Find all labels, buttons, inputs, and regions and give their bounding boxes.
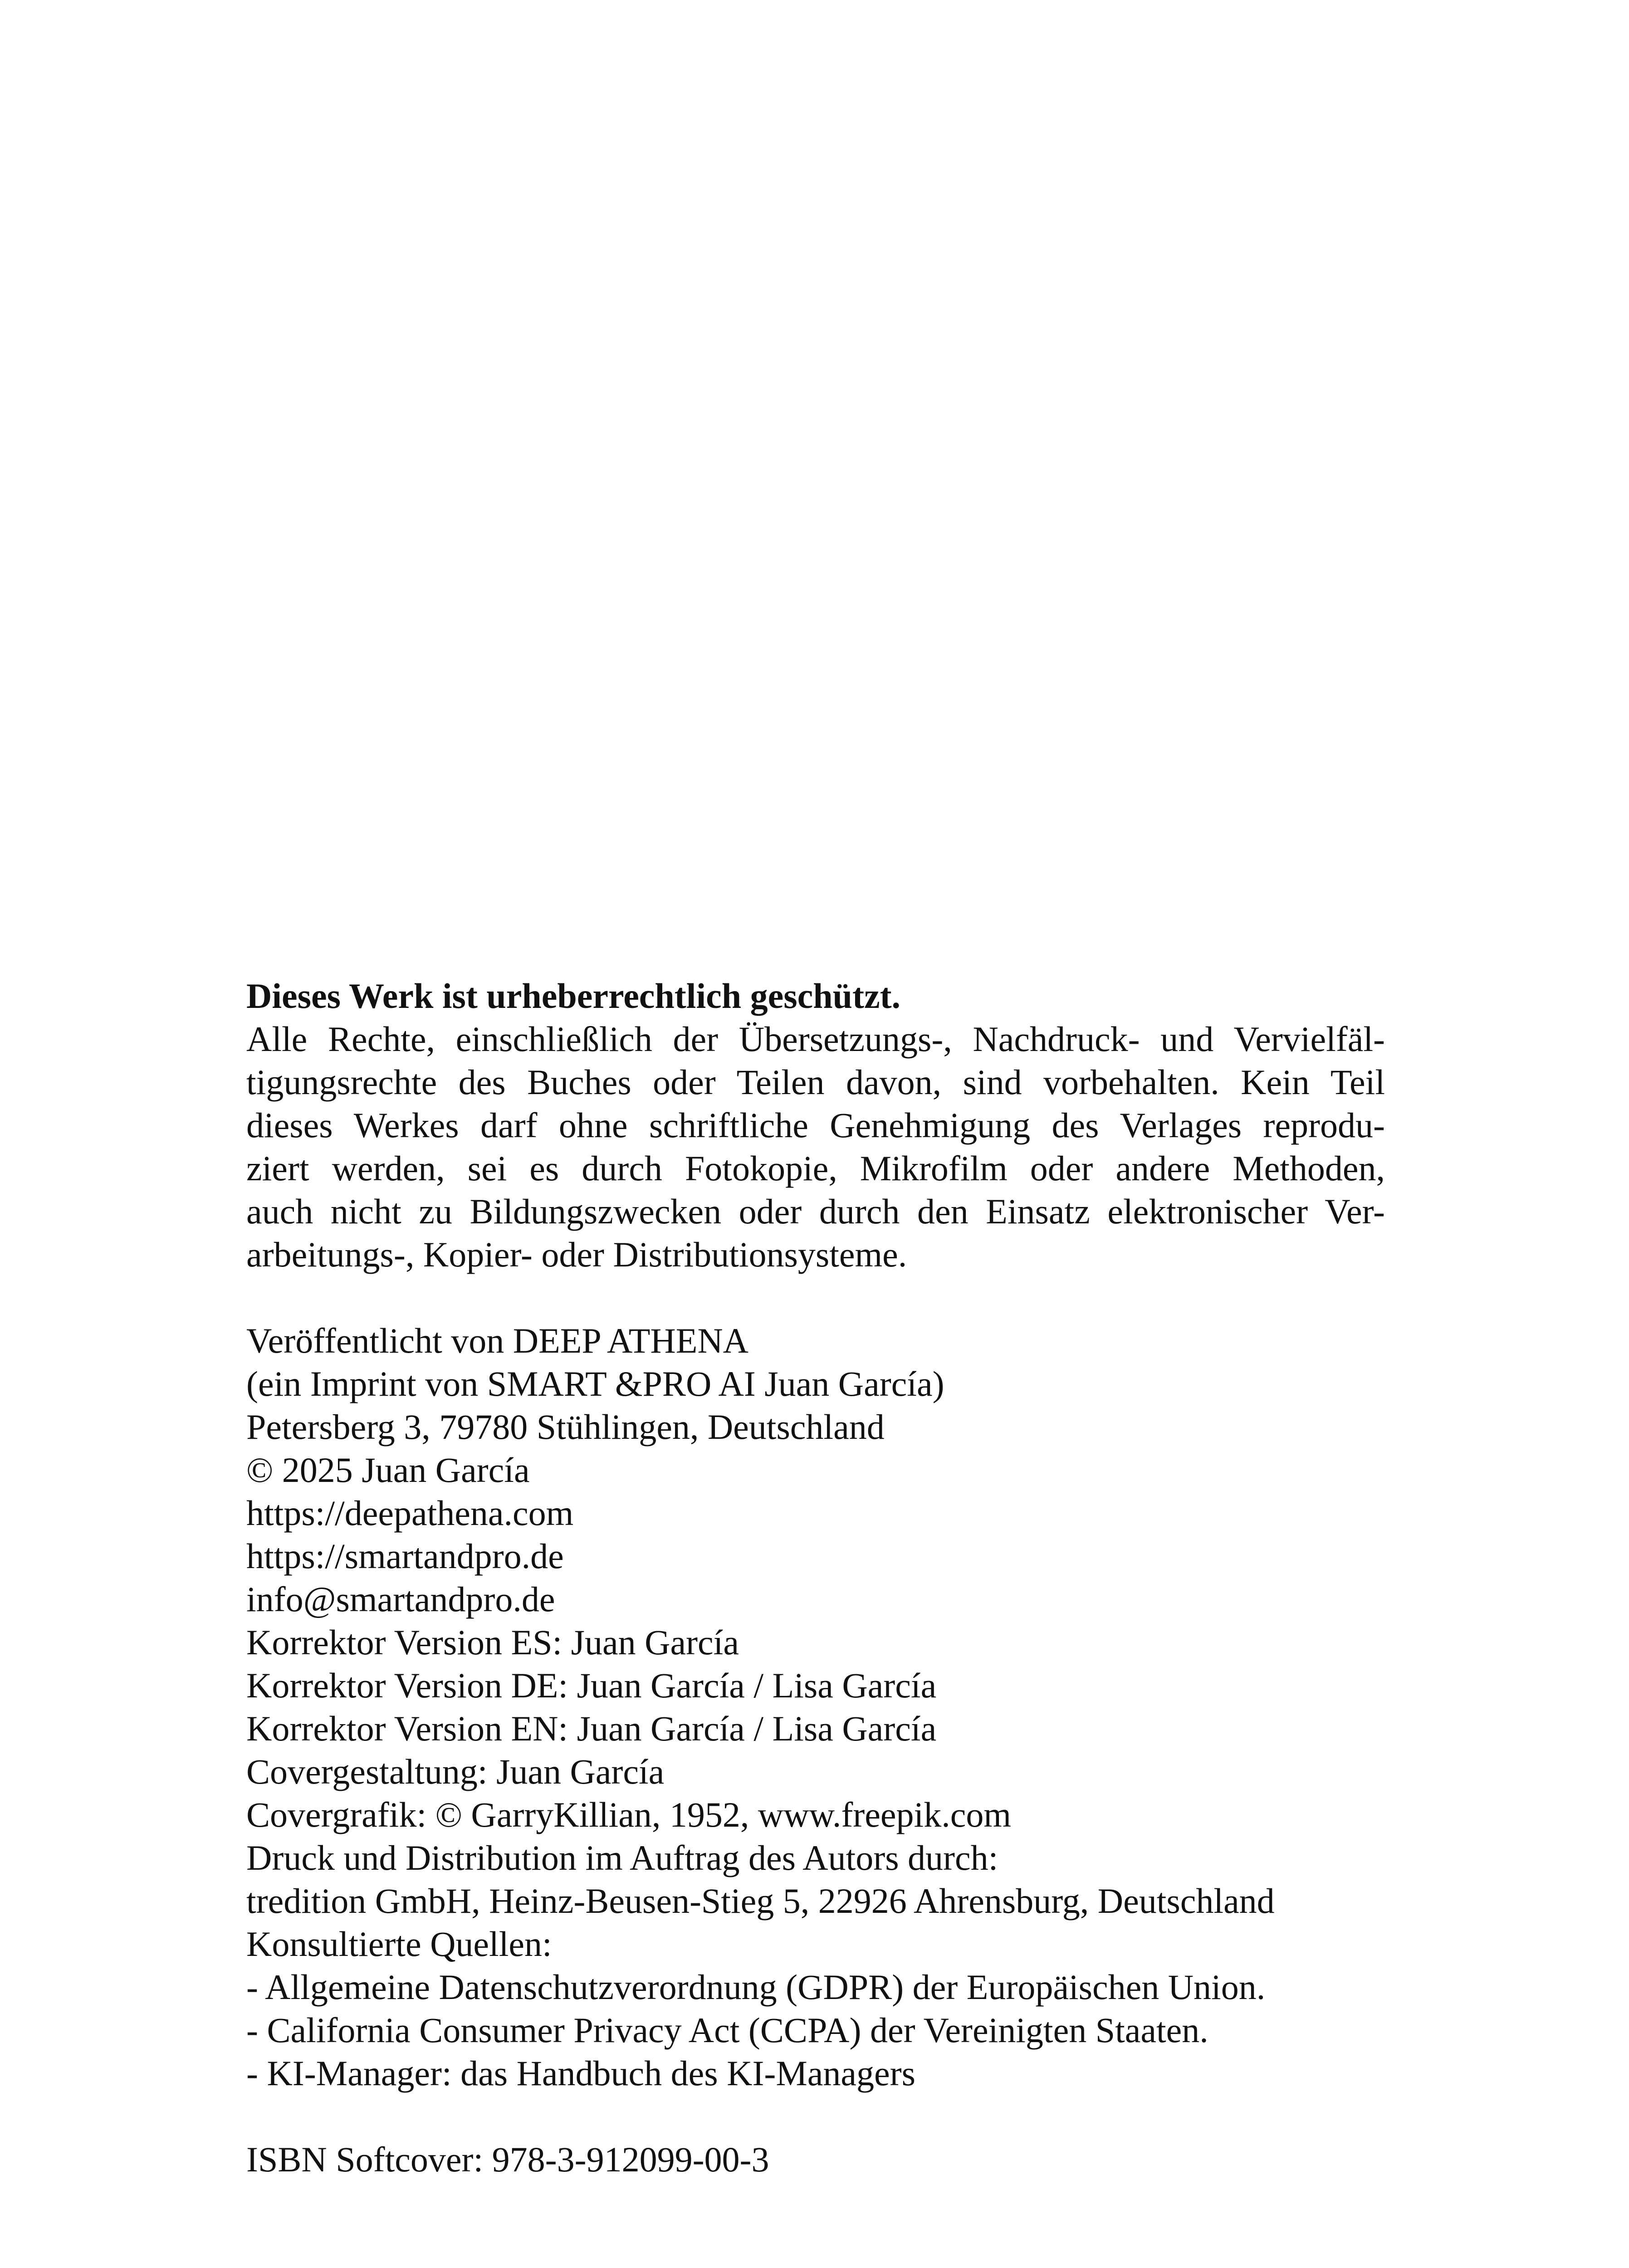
copyright-line: Alle Rechte, einschließlich der Übersetzungs-, Nachdruck- und Vervielfäl- [246, 1019, 1385, 1059]
section-spacer [246, 1276, 1385, 1319]
copyright-page-content [246, 974, 1385, 2181]
copyright-line: tigungsrechte des Buches oder Teilen davon, sind vorbehalten. Kein Teil [246, 1062, 1385, 1102]
sources-heading-line: Konsultierte Quellen: [246, 1924, 552, 1964]
distribution-line: Druck und Distribution im Auftrag des Autors durch: [246, 1838, 998, 1877]
imprint-block [246, 1319, 1385, 2095]
website-line: https://deepathena.com [246, 1493, 574, 1533]
source-item-line: - Allgemeine Datenschutzverordnung (GDPR) der Europäischen Union. [246, 1967, 1266, 2007]
copyright-line: dieses Werkes darf ohne schriftliche Genehmigung des Verlages reprodu- [246, 1105, 1385, 1145]
section-spacer [246, 2095, 1385, 2138]
source-item-line: - KI-Manager: das Handbuch des KI-Managers [246, 2053, 915, 2093]
email-line: info@smartandpro.de [246, 1579, 555, 1619]
address-line: Petersberg 3, 79780 Stühlingen, Deutschland [246, 1407, 885, 1447]
source-item-line: - California Consumer Privacy Act (CCPA) der Vereinigten Staaten. [246, 2010, 1208, 2050]
publisher-line: Veröffentlicht von DEEP ATHENA [246, 1321, 749, 1360]
distributor-address-line: tredition GmbH, Heinz-Beusen-Stieg 5, 22926 Ahrensburg, Deutschland [246, 1881, 1275, 1921]
website-line: https://smartandpro.de [246, 1536, 564, 1576]
copyright-year-line: © 2025 Juan García [246, 1450, 530, 1490]
cover-design-line: Covergestaltung: Juan García [246, 1752, 665, 1791]
cover-graphic-line: Covergrafik: © GarryKillian, 1952, www.freepik.com [246, 1795, 1011, 1834]
isbn-line: ISBN Softcover: 978-3-912099-00-3 [246, 2140, 769, 2179]
proofreader-line: Korrektor Version EN: Juan García / Lisa García [246, 1709, 937, 1748]
proofreader-line: Korrektor Version DE: Juan García / Lisa García [246, 1666, 937, 1705]
copyright-line: arbeitungs-, Kopier- oder Distributionsysteme. [246, 1235, 907, 1274]
copyright-line: ziert werden, sei es durch Fotokopie, Mikrofilm oder andere Methoden, [246, 1149, 1385, 1188]
copyright-line: auch nicht zu Bildungszwecken oder durch den Einsatz elektronischer Ver- [246, 1192, 1385, 1231]
copyright-paragraph [246, 1017, 1385, 1276]
imprint-note-line: (ein Imprint von SMART &PRO AI Juan García) [246, 1364, 944, 1403]
proofreader-line: Korrektor Version ES: Juan García [246, 1623, 739, 1662]
copyright-heading: Dieses Werk ist urheberrechtlich geschützt. [246, 976, 901, 1016]
